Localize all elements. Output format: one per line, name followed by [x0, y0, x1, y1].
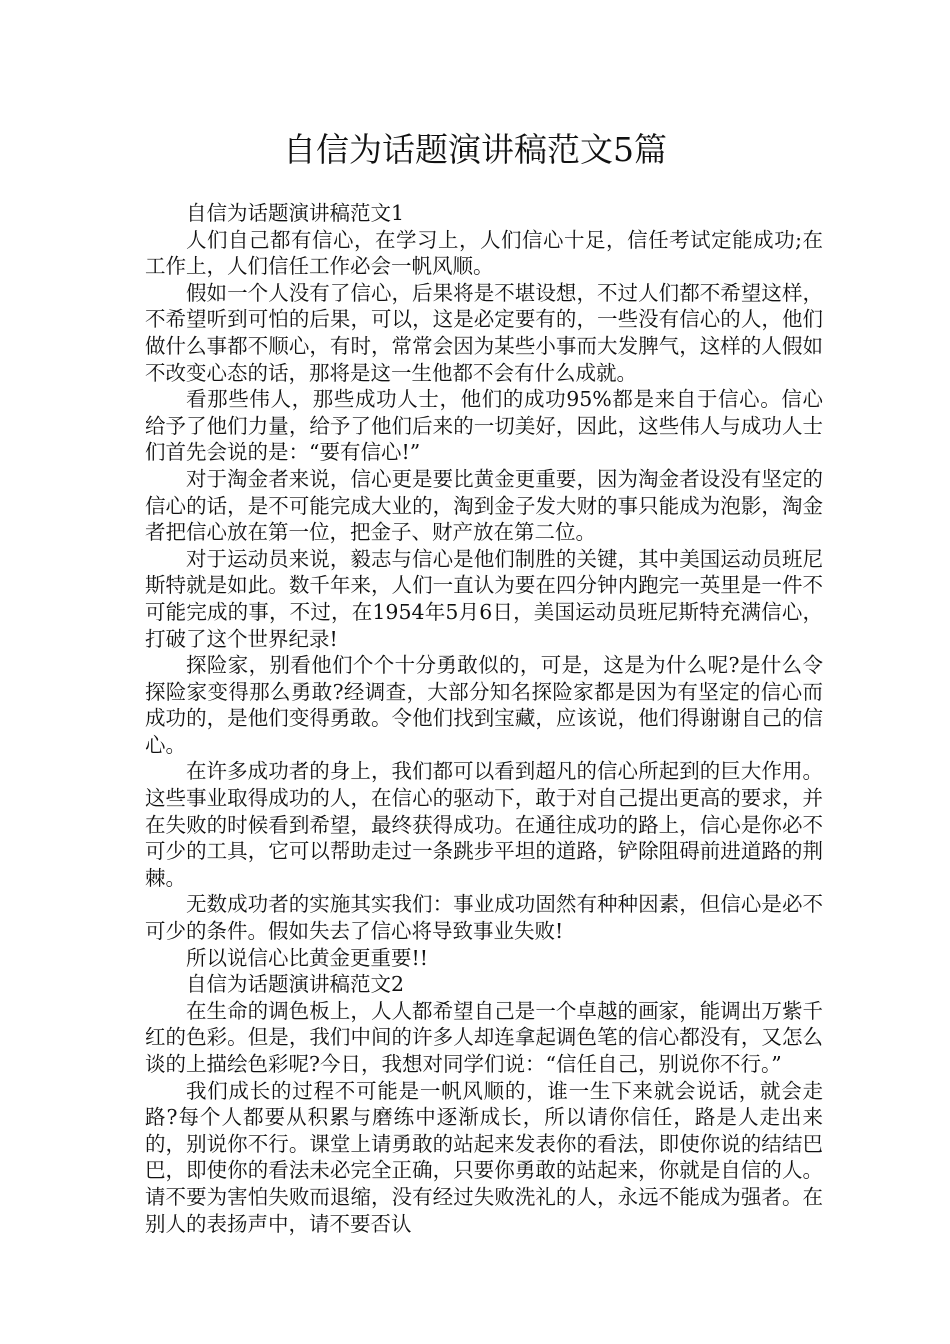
paragraph: 人们自己都有信心，在学习上，人们信心十足，信任考试定能成功;在工作上，人们信任工作必会一帆风顺。	[145, 227, 823, 279]
paragraph: 在生命的调色板上，人人都希望自己是一个卓越的画家，能调出万紫千红的色彩。但是，我们中间的许多人却连拿起调色笔的信心都没有，又怎么谈的上描绘色彩呢?今日，我想对同学们说：“信任自己，别说你不行。”	[145, 998, 823, 1076]
paragraph: 看那些伟人，那些成功人士，他们的成功95%都是来自于信心。信心给予了他们力量，给予了他们后来的一切美好，因此，这些伟人与成功人士们首先会说的是：“要有信心!”	[145, 387, 823, 465]
document-body	[145, 200, 823, 1237]
paragraph: 对于淘金者来说，信心更是要比黄金更重要，因为淘金者设没有坚定的信心的话，是不可能完成大业的，淘到金子发大财的事只能成为泡影，淘金者把信心放在第一位，把金子、财产放在第二位。	[145, 466, 823, 545]
paragraph: 在许多成功者的身上，我们都可以看到超凡的信心所起到的巨大作用。这些事业取得成功的人，在信心的驱动下，敢于对自己提出更高的要求，并在失败的时候看到希望，最终获得成功。在通往成功的路上，信心是你必不可少的工具，它可以帮助走过一条跳步平坦的道路，铲除阻碍前进道路的荆棘。	[145, 759, 823, 890]
section-heading-1: 自信为话题演讲稿范文1	[186, 201, 405, 225]
paragraph: 对于运动员来说，毅志与信心是他们制胜的关键，其中美国运动员班尼斯特就是如此。数千年来，人们一直认为要在四分钟内跑完一英里是一件不可能完成的事，不过，在1954年5月6日，美国运动员班尼斯特充满信心，打破了这个世界纪录!	[145, 546, 823, 651]
paragraph: 所以说信心比黄金更重要!!	[186, 945, 428, 970]
section-heading-2: 自信为话题演讲稿范文2	[186, 972, 405, 997]
document-title: 自信为话题演讲稿范文5篇	[283, 130, 667, 169]
paragraph: 无数成功者的实施其实我们：事业成功固然有种种因素，但信心是必不可少的条件。假如失去了信心将导致事业失败!	[145, 892, 823, 944]
paragraph: 我们成长的过程不可能是一帆风顺的，谁一生下来就会说话，就会走路?每个人都要从积累与磨练中逐渐成长，所以请你信任，路是人走出来的，别说你不行。课堂上请勇敢的站起来发表你的看法，即使你说的结结巴巴，即使你的看法未必完全正确，只要你勇敢的站起来，你就是自信的人。请不要为害怕失败而退缩，没有经过失败洗礼的人，永远不能成为强者。在别人的表扬声中，请不要否认	[145, 1078, 823, 1236]
paragraph: 假如一个人没有了信心，后果将是不堪设想，不过人们都不希望这样，不希望听到可怕的后果，可以，这是必定要有的，一些没有信心的人，他们做什么事都不顺心，有时，常常会因为某些小事而大发脾气，这样的人假如不改变心态的话，那将是这一生他都不会有什么成就。	[145, 280, 823, 385]
paragraph: 探险家，别看他们个个十分勇敢似的，可是，这是为什么呢?是什么令探险家变得那么勇敢?经调查，大部分知名探险家都是因为有坚定的信心而成功的，是他们变得勇敢。令他们找到宝藏，应该说，他们得谢谢自己的信心。	[145, 653, 823, 757]
